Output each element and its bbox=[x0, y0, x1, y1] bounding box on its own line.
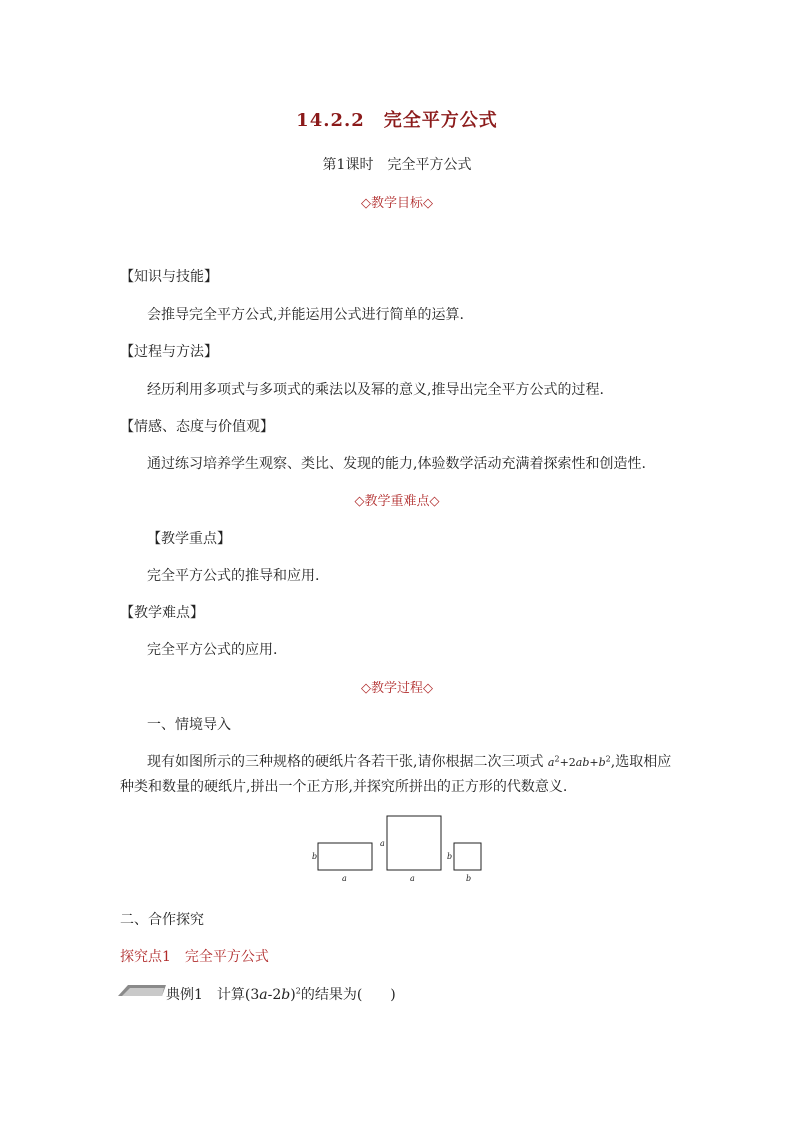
lesson-subtitle: 第1课时 完全平方公式 bbox=[322, 157, 472, 173]
example-question: 计算$(3a-2b)^2$的结果为( ) bbox=[216, 986, 396, 1003]
section-process: ◇教学过程◇ bbox=[361, 681, 433, 696]
process-method-heading: 【过程与方法】 bbox=[120, 344, 218, 360]
intro-paragraph-line1 bbox=[147, 751, 671, 771]
square-side-label: a bbox=[380, 839, 385, 848]
emotion-values-heading: 【情感、态度与价值观】 bbox=[120, 419, 274, 435]
process-method-text: 经历利用多项式与多项式的乘法以及幂的意义,推导出完全平方公式的过程. bbox=[147, 382, 604, 398]
square-bottom-label: a bbox=[410, 874, 415, 883]
part1-heading: 一、情境导入 bbox=[147, 717, 231, 733]
intro-paragraph-line2: 种类和数量的硬纸片,拼出一个正方形,并探究所拼出的正方形的代数意义. bbox=[120, 779, 568, 795]
rect-side-label: b bbox=[312, 852, 318, 861]
focus-text: 完全平方公式的推导和应用. bbox=[147, 568, 320, 584]
section-key-points: ◇教学重难点◇ bbox=[354, 494, 440, 509]
section-objectives: ◇教学目标◇ bbox=[361, 196, 433, 211]
knowledge-skills-text: 会推导完全平方公式,并能运用公式进行简单的运算. bbox=[147, 307, 464, 323]
difficulty-text: 完全平方公式的应用. bbox=[147, 642, 278, 658]
square-card-a bbox=[387, 816, 441, 870]
rect-bottom-label: a bbox=[342, 874, 347, 883]
emotion-values-text: 通过练习培养学生观察、类比、发现的能力,体验数学活动充满着探索性和创造性. bbox=[147, 456, 646, 472]
small-bottom-label: b bbox=[466, 874, 472, 883]
difficulty-heading: 【教学难点】 bbox=[120, 605, 204, 621]
part2-heading: 二、合作探究 bbox=[120, 912, 204, 928]
explore-point-heading: 探究点1 完全平方公式 bbox=[120, 949, 269, 965]
knowledge-skills-heading: 【知识与技能】 bbox=[120, 269, 218, 285]
example-marker-icon bbox=[118, 982, 168, 998]
paper-cards-figure bbox=[305, 810, 495, 890]
example-1 bbox=[166, 984, 396, 1004]
intro-text-a: 现有如图所示的三种规格的硬纸片各若干张,请你根据二次三项式 bbox=[147, 754, 548, 770]
square-card-b bbox=[454, 843, 481, 870]
page-title: 14.2.2 完全平方公式 bbox=[296, 110, 498, 131]
example-label: 典例1 bbox=[166, 987, 203, 1003]
trinomial-formula: $a^2+2ab+b^2$ bbox=[547, 754, 611, 769]
focus-heading: 【教学重点】 bbox=[147, 531, 231, 547]
small-side-label: b bbox=[447, 852, 453, 861]
rectangle-card-ab bbox=[318, 843, 372, 870]
intro-text-b: ,选取相应 bbox=[610, 754, 672, 770]
